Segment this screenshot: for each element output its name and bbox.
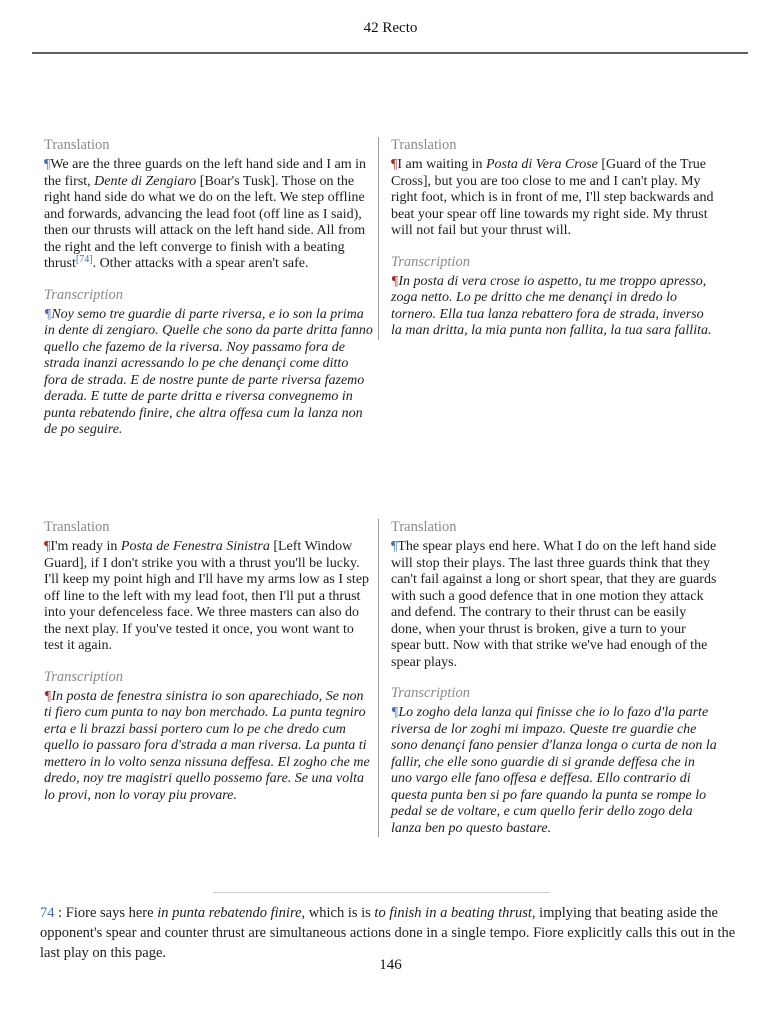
text-segment: , implying that beating aside the opponent's spear and counter thrust are simultaneous actions done in a single tempo. Fiore explicitly calls this out in the last play on this page. — [40, 905, 736, 961]
text-segment: I'm ready in — [50, 539, 121, 554]
transcription-block — [391, 685, 718, 837]
text-segment: . Other attacks with a spear aren't safe. — [92, 256, 309, 271]
page-number: 146 — [379, 957, 402, 973]
transcription-text — [391, 705, 718, 837]
row-top — [44, 137, 718, 439]
translation-block — [44, 519, 374, 655]
text-segment: ¶ — [44, 688, 52, 704]
text-segment: Posta de Fenestra Sinistra — [120, 539, 270, 554]
translation-text — [44, 157, 374, 273]
footnote-divider — [213, 892, 550, 893]
translation-heading: Translation — [44, 519, 110, 535]
text-segment: ¶ — [391, 273, 399, 289]
text-segment: [Guard of the True Cross], but you are too close to me and I can't play. My right foot, which is in front of me, I'll step backwards and beat your spear off line towards my right side. My thrust will not fail but your thrust will. — [391, 157, 714, 238]
text-segment: [Left Window Guard], if I don't strike you with a thrust you'll be lucky. I'll keep my point high and I'll have my arms low as I step off line to the left with my lead foot, then I'll put a thrust into your defenceless face. We three masters can also do the next play. If you've tested it once, you wont want to test it again. — [44, 539, 370, 653]
transcription-heading: Transcription — [391, 253, 470, 270]
transcription-block — [44, 669, 374, 805]
text-segment: In posta di vera crose io aspetto, tu me troppo apresso, zoga netto. Lo pe dritto che me denançi in dredo lo tornero. Ella tua lanza rebattero fora de strada, inverso la man dritta, la mia punta non fallita, la tua sara fallita. — [391, 273, 712, 338]
header-divider — [32, 52, 748, 54]
text-segment: in punta rebatendo finire — [157, 905, 302, 921]
translation-block — [391, 519, 718, 671]
transcription-heading: Transcription — [44, 286, 123, 303]
text-segment: to finish in a beating thrust — [374, 905, 532, 921]
translation-heading: Translation — [44, 137, 110, 153]
footnote-ref-link[interactable]: [74] — [75, 254, 93, 265]
text-segment: : Fiore says here — [54, 905, 158, 921]
text-segment: ¶ — [44, 157, 51, 172]
text-segment: The spear plays end here. What I do on the left hand side will stop their plays. The last three guards think that they can't fail against a long or short spear, that they are guards with such a good defence that in one motion they attack and defend. The contrary to their thrust can be easily done, when your thrust is broken, give a turn to your spear butt. Now with that strike we've had enough of the spear plays. — [391, 539, 717, 670]
translation-block — [44, 137, 374, 273]
translation-text — [44, 539, 374, 655]
translation-heading: Translation — [391, 519, 457, 535]
text-segment: Noy semo tre guardie di parte riversa, e io son la prima in dente di zengiaro. Quelle che sono da parte dritta fanno quello che fazemo de la riversa. Noy passamo fora de strada inanzi acressando lo pe che denançi come ditto fora de strada. E de nostre punte de parte riversa fazemo derada. E tutte de parte dritta e riversa convegnemo in punta rebatendo finire, che altra offesa cum la lanza non de po seguire. — [44, 306, 373, 437]
transcription-block — [391, 254, 718, 340]
text-segment: ¶ — [391, 705, 399, 720]
text-segment: ¶ — [391, 157, 398, 172]
text-segment: Posta di Vera Crose — [486, 157, 598, 172]
row-bottom — [44, 519, 718, 837]
text-segment: ¶ — [44, 539, 51, 554]
text-segment: [Boar's Tusk]. Those on the right hand side do what we do on the left. We step offline and forwards, advancing the lead foot (off line as I said), then our thrusts will attack on the left hand side. All from the right and the left converge to finish with a beating thrust — [44, 173, 366, 271]
transcription-text — [44, 689, 374, 805]
section-bottom-right — [378, 519, 718, 837]
text-segment: ¶ — [44, 306, 52, 322]
section-top-left — [44, 137, 378, 439]
text-segment: Dente di Zengiaro — [94, 173, 197, 189]
transcription-heading: Transcription — [44, 668, 123, 685]
transcription-heading: Transcription — [391, 685, 470, 701]
footnote-number-link[interactable]: 74 — [40, 905, 55, 921]
text-segment: Lo zogho dela lanza qui finisse che io lo fazo d'la parte riversa de lor zoghi mi impazo. Queste tre guardie che sono denançi fano pensier d'lanza longa o curta de non la fallir, che elle sono guardie di si grande deffesa che in uno vargo elle fano offesa e deffesa. Ello contrario di questa punta ben si po fare quando la punta se rompe lo pedal se de voltare, e cum quello ferir dello zogo dela lanza ben po questo bastare. — [391, 705, 717, 836]
footnote-text — [40, 903, 742, 963]
text-segment: I am waiting in — [397, 157, 486, 172]
text-segment: , which is is — [301, 905, 375, 921]
translation-heading: Translation — [391, 137, 457, 153]
translation-text — [391, 157, 718, 240]
text-segment: We are the three guards on the left hand side and I am in the first, — [44, 157, 367, 189]
text-segment: In posta de fenestra sinistra io son aparechiado, Se non ti fiero cum punta to nay bon merchado. La punta tegniro erta e li brazzi bassi portero cum lo pe che dredo cum quello io passaro fora d'strada a man riversa. La punta ti mettero in lo volto senza nissuna deffesa. El zogho che me dredo, noy tre magistri quello possemo fare. Se una volta lo provi, non lo voray piu provare. — [44, 688, 370, 803]
translation-block — [391, 137, 718, 240]
section-top-right — [378, 137, 718, 340]
transcription-text — [391, 274, 718, 340]
transcription-block — [44, 287, 374, 439]
translation-text — [391, 539, 718, 671]
text-segment: ¶ — [391, 539, 398, 554]
page-header-title: 42 Recto — [363, 20, 418, 36]
transcription-text — [44, 307, 374, 439]
section-bottom-left — [44, 519, 378, 804]
